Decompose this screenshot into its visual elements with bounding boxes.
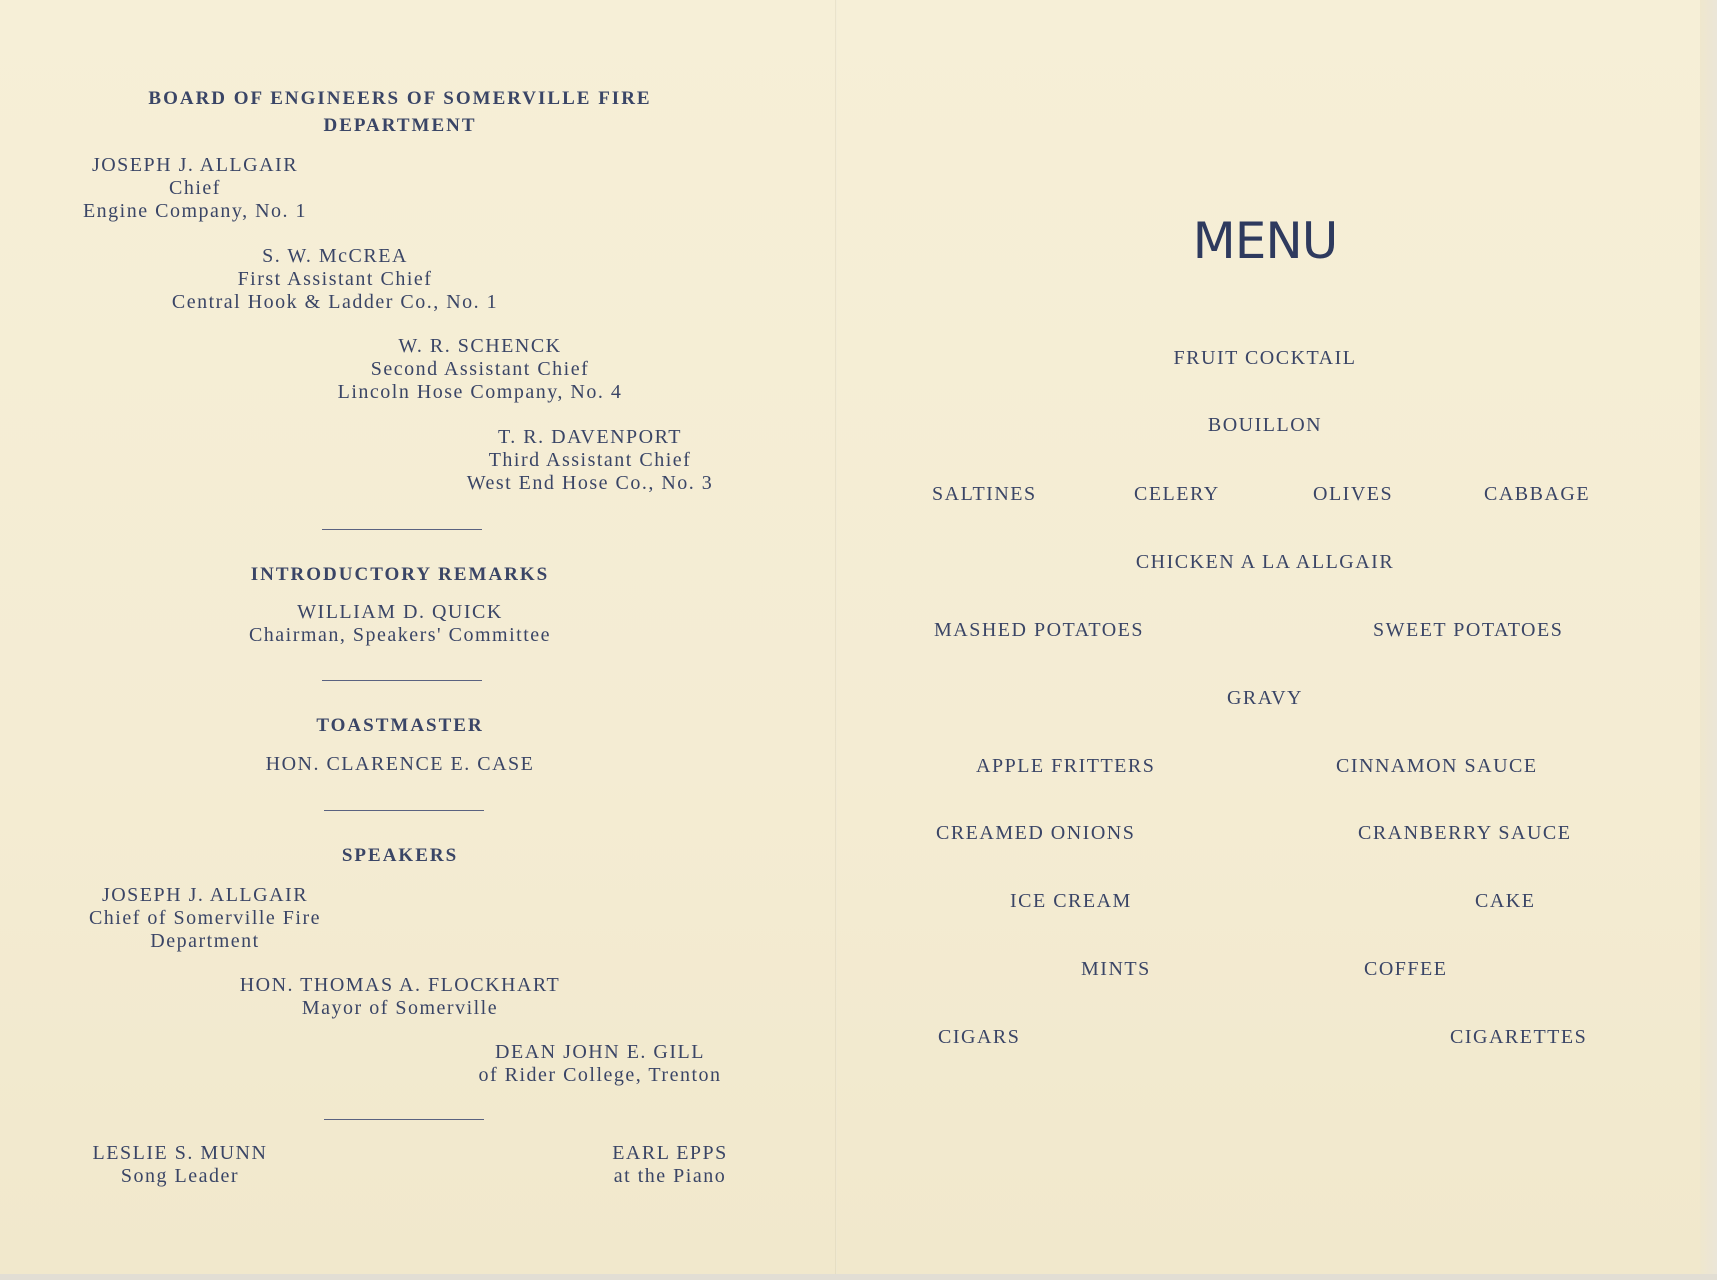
engineer-title: Second Assistant Chief bbox=[370, 358, 590, 380]
speaker-line: Department bbox=[150, 930, 260, 952]
menu-item: CREAMED ONIONS bbox=[936, 822, 1136, 844]
paper-edge bbox=[0, 1274, 1717, 1280]
menu-item: GRAVY bbox=[1226, 687, 1304, 709]
engineer-company: Lincoln Hose Company, No. 4 bbox=[337, 381, 623, 403]
engineer-name: S. W. McCREA bbox=[262, 245, 408, 267]
engineer-title: Third Assistant Chief bbox=[488, 449, 692, 471]
music-name: EARL EPPS bbox=[612, 1142, 728, 1164]
menu-item: OLIVES bbox=[1313, 483, 1394, 505]
section-divider bbox=[324, 1119, 484, 1120]
music-role: Song Leader bbox=[120, 1165, 240, 1187]
speaker-line: Mayor of Somerville bbox=[301, 997, 499, 1019]
menu-item: MINTS bbox=[1081, 958, 1151, 980]
introductory-heading: INTRODUCTORY REMARKS bbox=[250, 564, 550, 585]
menu-item: FRUIT COCKTAIL bbox=[1173, 347, 1357, 369]
menu-item: CELERY bbox=[1134, 483, 1220, 505]
board-heading-line1: BOARD OF ENGINEERS OF SOMERVILLE FIRE bbox=[148, 88, 652, 109]
engineer-title: Chief bbox=[169, 177, 221, 199]
section-divider bbox=[322, 529, 482, 530]
speaker-line: of Rider College, Trenton bbox=[478, 1064, 722, 1086]
menu-item: CINNAMON SAUCE bbox=[1336, 755, 1538, 777]
menu-item: CABBAGE bbox=[1484, 483, 1591, 505]
paper-edge bbox=[1700, 0, 1717, 1280]
introductory-name: WILLIAM D. QUICK bbox=[297, 601, 503, 623]
engineer-name: W. R. SCHENCK bbox=[398, 335, 562, 357]
menu-item: MASHED POTATOES bbox=[934, 619, 1144, 641]
menu-item: SALTINES bbox=[932, 483, 1037, 505]
menu-item: ICE CREAM bbox=[1010, 890, 1132, 912]
speaker-line: Chief of Somerville Fire bbox=[88, 907, 322, 929]
music-name: LESLIE S. MUNN bbox=[92, 1142, 268, 1164]
menu-item: COFFEE bbox=[1364, 958, 1448, 980]
section-divider bbox=[324, 810, 484, 811]
section-divider bbox=[322, 680, 482, 681]
menu-item: CAKE bbox=[1475, 890, 1536, 912]
speaker-name: DEAN JOHN E. GILL bbox=[495, 1041, 705, 1063]
menu-item: CIGARS bbox=[938, 1026, 1021, 1048]
engineer-title: First Assistant Chief bbox=[237, 268, 433, 290]
menu-item: CIGARETTES bbox=[1450, 1026, 1588, 1048]
toastmaster-name: HON. CLARENCE E. CASE bbox=[265, 753, 535, 775]
engineer-name: T. R. DAVENPORT bbox=[498, 426, 682, 448]
menu-item: CRANBERRY SAUCE bbox=[1358, 822, 1572, 844]
menu-item: APPLE FRITTERS bbox=[976, 755, 1156, 777]
speaker-name: JOSEPH J. ALLGAIR bbox=[101, 884, 309, 906]
toastmaster-heading: TOASTMASTER bbox=[316, 715, 484, 736]
engineer-company: West End Hose Co., No. 3 bbox=[466, 472, 714, 494]
board-heading-line2: DEPARTMENT bbox=[323, 115, 477, 136]
menu-item: SWEET POTATOES bbox=[1373, 619, 1564, 641]
menu-item: CHICKEN A LA ALLGAIR bbox=[1135, 551, 1395, 573]
page-fold bbox=[835, 0, 837, 1274]
speakers-heading: SPEAKERS bbox=[341, 845, 459, 866]
engineer-company: Central Hook & Ladder Co., No. 1 bbox=[171, 291, 499, 313]
engineer-company: Engine Company, No. 1 bbox=[82, 200, 308, 222]
speaker-name: HON. THOMAS A. FLOCKHART bbox=[239, 974, 561, 996]
menu-item: BOUILLON bbox=[1207, 414, 1323, 436]
music-role: at the Piano bbox=[613, 1165, 727, 1187]
engineer-name: JOSEPH J. ALLGAIR bbox=[91, 154, 299, 176]
introductory-role: Chairman, Speakers' Committee bbox=[248, 624, 552, 646]
menu-title: MENU bbox=[1192, 212, 1338, 270]
